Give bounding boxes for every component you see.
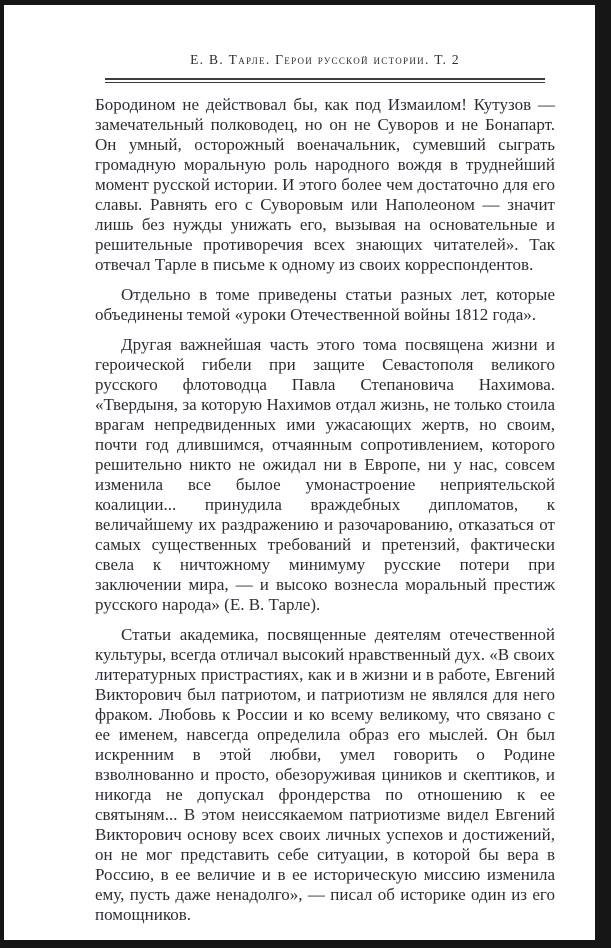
paragraph: Отдельно в томе приведены статьи разных лет, которые объединены темой «уроки Отечественной войны 1812 года». [95, 285, 555, 324]
paragraph: Статьи академика, посвященные деятелям отечественной культуры, всегда отличал высокий нравственный дух. «В своих литературных пристрастиях, как и в жизни и в работе, Евгений Викторович был патриотом, и патриотизм не являлся для него фраком. Любовь к России и ко всему великому, что связано с ее именем, навсегда определила образ его мыслей. Он был искренним в этой любви, умел говорить о Родине взволнованно и просто, обезоруживая циников и скептиков, и никогда не допускал фрондерства по отношению к ее святыням... В этом неиссякаемом патриотизме видел Евгений Викторович основу всех своих личных успехов и достижений, он не мог представить себе ситуации, в которой бы вера в Россию, в ее величие и в ее историческую миссию изменила ему, пусть даже ненадолго», — писал об историке один из его помощников. [95, 625, 555, 924]
running-header-title: Е. В. Тарле. Герои русской истории. Т. 2 [190, 52, 460, 67]
paragraph: Бородином не действовал бы, как под Измаилом! Кутузов — замечательный полководец, но он не Суворов и не Бонапарт. Он умный, осторожный военачальник, сумевший сыграть громадную моральную роль народного вождя в труднейший момент русской истории. И этого более чем достаточно для его славы. Равнять его с Суворовым или Наполеоном — значит лишь без нужды унижать его, вызывая на основательные и решительные противоречия всех знающих читателей». Так отвечал Тарле в письме к одному из своих корреспондентов. [95, 95, 555, 274]
page-content [95, 5, 555, 940]
paragraph: Другая важнейшая часть этого тома посвящена жизни и героической гибели при защите Севастополя великого русского флотоводца Павла Степановича Нахимова. «Твердыня, за которую Нахимов отдал жизнь, не только стоила врагам непредвиденных ими ужасающих жертв, но своим, почти год длившимся, отчаянным сопротивлением, которого решительно никто не ожидал ни в Европе, ни у нас, совсем изменила все былое умонастроение неприятельской коалиции... принудила враждебных дипломатов, к величайшему их раздражению и разочарованию, отказаться от самых существенных требований и претензий, фактически свела к ничтожному минимуму русские потери при заключении мира, — и высоко вознесла моральный престиж русского народа» (Е. В. Тарле). [95, 335, 555, 614]
header-double-rule [105, 78, 545, 83]
body-text [95, 95, 555, 925]
